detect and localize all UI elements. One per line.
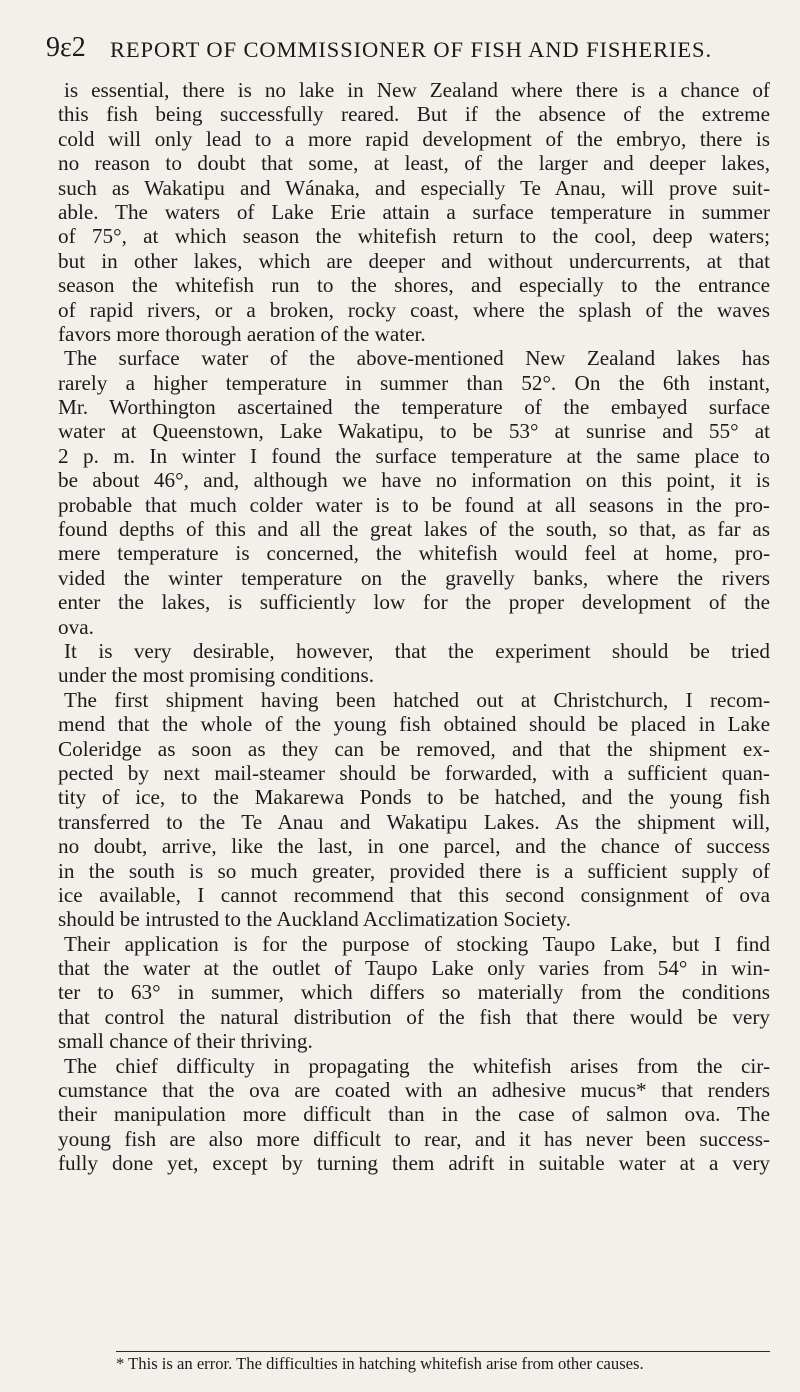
text-line: cumstance that the ova are coated with an adhesive mucus* that renders	[58, 1078, 770, 1103]
text-line: water at Queenstown, Lake Wakatipu, to be 53° at sunrise and 55° at	[58, 419, 770, 444]
text-line: season the whitefish run to the shores, and especially to the entrance	[58, 273, 770, 298]
text-line: this fish being successfully reared. But if the absence of the extreme	[58, 102, 770, 127]
text-line: ova.	[58, 614, 94, 639]
running-head-title: REPORT OF COMMISSIONER OF FISH AND FISHERIES.	[110, 37, 712, 62]
text-line: such as Wakatipu and Wánaka, and especially Te Anau, will prove suit-	[58, 175, 770, 200]
text-line: Coleridge as soon as they can be removed, and that the shipment ex-	[58, 736, 770, 761]
text-line: able. The waters of Lake Erie attain a surface temperature in summer	[58, 199, 770, 224]
text-line: tity of ice, to the Makarewa Ponds to be hatched, and the young fish	[58, 785, 770, 810]
text-line: young fish are also more difficult to rear, and it has never been success-	[58, 1126, 770, 1151]
text-line: The surface water of the above-mentioned New Zealand lakes has	[64, 346, 770, 371]
text-line: under the most promising conditions.	[58, 663, 375, 688]
body-text	[58, 78, 770, 1176]
footnote-rule	[116, 1351, 770, 1352]
text-line: favors more thorough aeration of the water.	[58, 321, 426, 346]
page-number: 9ε2	[46, 32, 86, 63]
text-line: should be intrusted to the Auckland Acclimatization Society.	[58, 907, 571, 932]
running-head	[46, 32, 760, 66]
text-line: that control the natural distribution of the fish that there would be very	[58, 1004, 770, 1029]
text-line: It is very desirable, however, that the experiment should be tried	[64, 638, 770, 663]
text-line: Mr. Worthington ascertained the temperature of the embayed surface	[58, 395, 770, 420]
text-line: ice available, I cannot recommend that this second consignment of ova	[58, 882, 770, 907]
footnote: * This is an error. The difficulties in hatching whitefish arise from other causes.	[116, 1354, 644, 1373]
text-line: no doubt, arrive, like the last, in one parcel, and the chance of success	[58, 834, 770, 859]
text-line: rarely a higher temperature in summer than 52°. On the 6th instant,	[58, 370, 770, 395]
text-line: in the south is so much greater, provided there is a sufficient supply of	[58, 858, 770, 883]
text-line: no reason to doubt that some, at least, of the larger and deeper lakes,	[58, 151, 770, 176]
text-line: small chance of their thriving.	[58, 1029, 313, 1054]
text-line: vided the winter temperature on the gravelly banks, where the rivers	[58, 565, 770, 590]
text-line: 2 p. m. In winter I found the surface temperature at the same place to	[58, 443, 770, 468]
text-line: found depths of this and all the great lakes of the south, so that, as far as	[58, 517, 770, 542]
text-line: The chief difficulty in propagating the whitefish arises from the cir-	[64, 1053, 770, 1078]
text-line: of 75°, at which season the whitefish return to the cool, deep waters;	[58, 224, 770, 249]
text-line: pected by next mail-steamer should be forwarded, with a sufficient quan-	[58, 760, 770, 785]
text-line: fully done yet, except by turning them adrift in suitable water at a very	[58, 1151, 770, 1176]
text-line: their manipulation more difficult than in the case of salmon ova. The	[58, 1102, 770, 1127]
text-line: but in other lakes, which are deeper and without undercurrents, at that	[58, 248, 770, 273]
text-line: mend that the whole of the young fish obtained should be placed in Lake	[58, 712, 770, 737]
text-line: is essential, there is no lake in New Zealand where there is a chance of	[64, 78, 770, 102]
text-line: be about 46°, and, although we have no information on this point, it is	[58, 468, 770, 493]
text-line: transferred to the Te Anau and Wakatipu Lakes. As the shipment will,	[58, 809, 770, 834]
text-line: enter the lakes, is sufficiently low for the proper development of the	[58, 590, 770, 615]
text-line: of rapid rivers, or a broken, rocky coast, where the splash of the waves	[58, 297, 770, 322]
text-line: cold will only lead to a more rapid development of the embryo, there is	[58, 126, 770, 151]
text-line: mere temperature is concerned, the whitefish would feel at home, pro-	[58, 541, 770, 566]
text-line: The first shipment having been hatched out at Christchurch, I recom-	[64, 687, 770, 712]
text-line: probable that much colder water is to be found at all seasons in the pro-	[58, 492, 770, 517]
text-line: Their application is for the purpose of stocking Taupo Lake, but I find	[64, 931, 770, 956]
text-line: that the water at the outlet of Taupo Lake only varies from 54° in win-	[58, 956, 770, 981]
text-line: ter to 63° in summer, which differs so materially from the conditions	[58, 980, 770, 1005]
